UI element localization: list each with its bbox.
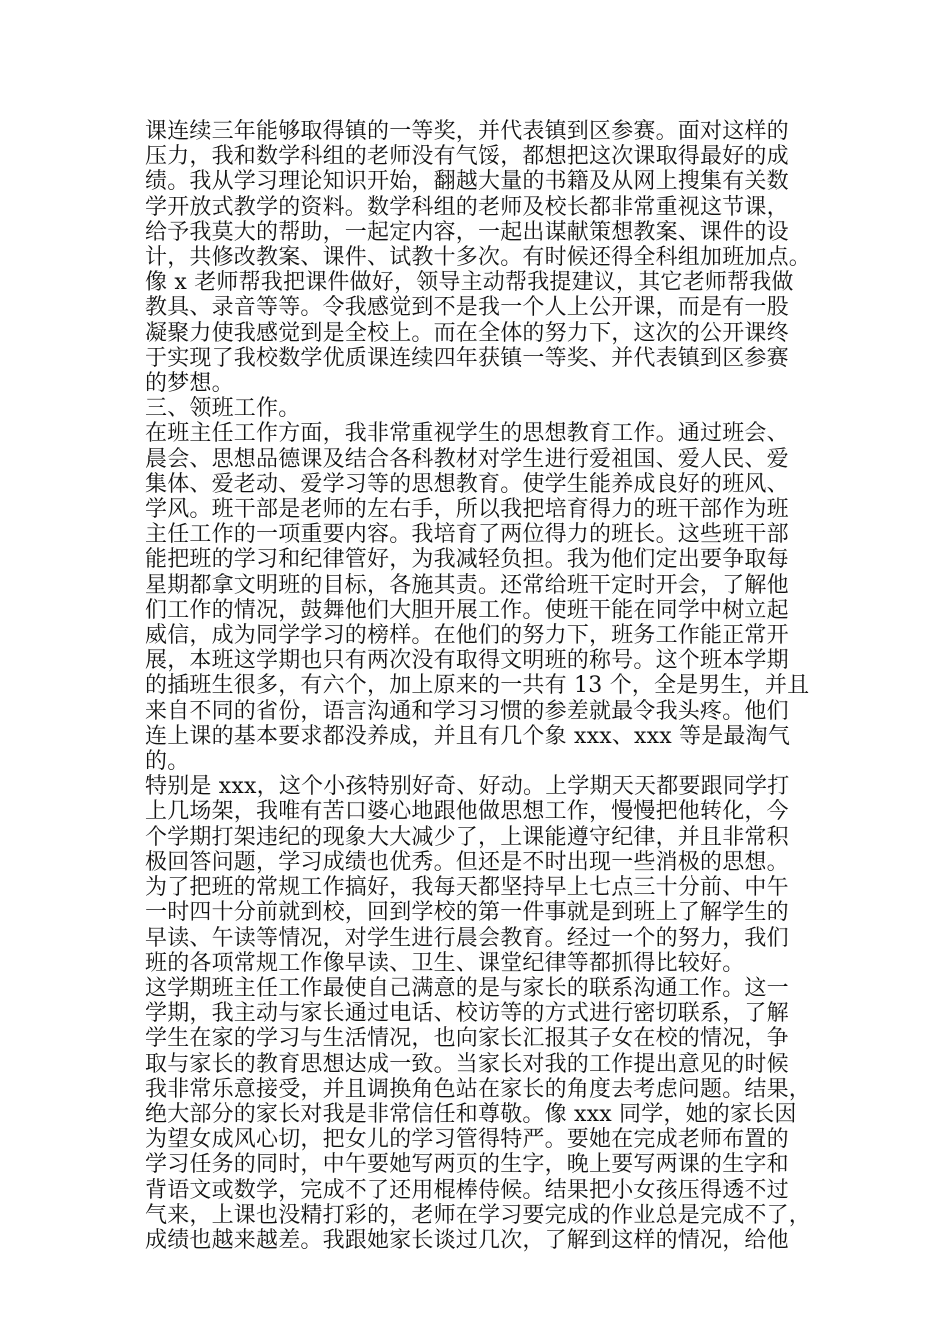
section-heading-class-leading: 三、领班工作。 <box>145 396 301 422</box>
paragraph-class-teacher-work: 在班主任工作方面，我非常重视学生的思想教育工作。通过班会、 晨会、思想品德课及结合各科教材对学生进行爱祖国、爱人民、爱 集体、爱老动、爱学习等的思想教育。使学生能养成良好的班风、 学风。班干部是老师的左右手，所以我把培育得力的班干部作为班 主任工作的一项重要内容。我培育了两位得力的班长。这些班干部 能把班的学习和纪律管好，为我减轻负担。我为他们定出要争取每 星期都拿文明班的目标，各施其责。还常给班干定时开会，了解他 们工作的情况，鼓舞他们大胆开展工作。使班干能在同学中树立起 威信，成为同学学习的榜样。在他们的努力下，班务工作能正常开 展，本班这学期也只有两次没有取得文明班的称号。这个班本学期 的插班生很多，有六个，加上原来的一共有 13 个，全是男生，并且 来自不同的省份，语言沟通和学习习惯的参差就最令我头疼。他们 连上课的基本要求都没养成，并且有几个象 xxx、xxx 等是最淘气的。 特别是 xxx，这个小孩特别好奇、好动。上学期天天都要跟同学打 上几场架，我唯有苦口婆心地跟他做思想工作，慢慢把他转化，今 个学期打架违纪的现象大大减少了，上课能遵守纪律，并且非常积 极回答问题，学习成绩也优秀。但还是不时出现一些消极的思想。 为了把班的常规工作搞好，我每天都坚持早上七点三十分前、中午 一时四十分前就到校，回到学校的第一件事就是到班上了解学生的 早读、午读等情况，对学生进行晨会教育。经过一个的努力，我们 班的各项常规工作像早读、卫生、课堂纪律等都抓得比较好。 <box>145 421 810 976</box>
paragraph-open-class: 课连续三年能够取得镇的一等奖，并代表镇到区参赛。面对这样的 压力，我和数学科组的老师没有气馁，都想把这次课取得最好的成 绩。我从学习理论知识开始，翻越大量的书籍及从网上搜集有关数 学开放式教学的资料。数学科组的老师及校长都非常重视这节课， 给予我莫大的帮助，一起定内容，一起出谋献策想教案、课件的设 计，共修改教案、课件、试教十多次。有时候还得全科组加班加点。 像 x 老师帮我把课件做好，领导主动帮我提建议，其它老师帮我做 教具、录音等等。令我感觉到不是我一个人上公开课，而是有一股 凝聚力使我感觉到是全校上。而在全体的努力下，这次的公开课终 于实现了我校数学优质课连续四年获镇一等奖、并代表镇到区参赛 的梦想。 <box>145 119 812 397</box>
document-body <box>145 119 825 1253</box>
paragraph-parent-communication: 这学期班主任工作最使自己满意的是与家长的联系沟通工作。这一 学期，我主动与家长通过电话、校访等的方式进行密切联系，了解 学生在家的学习与生活情况，也向家长汇报其子女在校的情况，争 取与家长的教育思想达成一致。当家长对我的工作提出意见的时候 我非常乐意接受，并且调换角色站在家长的角度去考虑问题。结果， 绝大部分的家长对我是非常信任和尊敬。像 xxx 同学，她的家长因 为望女成风心切，把女儿的学习管得特严。要她在完成老师布置的 学习任务的同时，中午要她写两页的生字，晚上要写两课的生字和 背语文或数学，完成不了还用棍棒侍候。结果把小女孩压得透不过 气来，上课也没精打彩的，老师在学习要完成的作业总是完成不了， 成绩也越来越差。我跟她家长谈过几次，了解到这样的情况，给他 <box>145 975 812 1253</box>
